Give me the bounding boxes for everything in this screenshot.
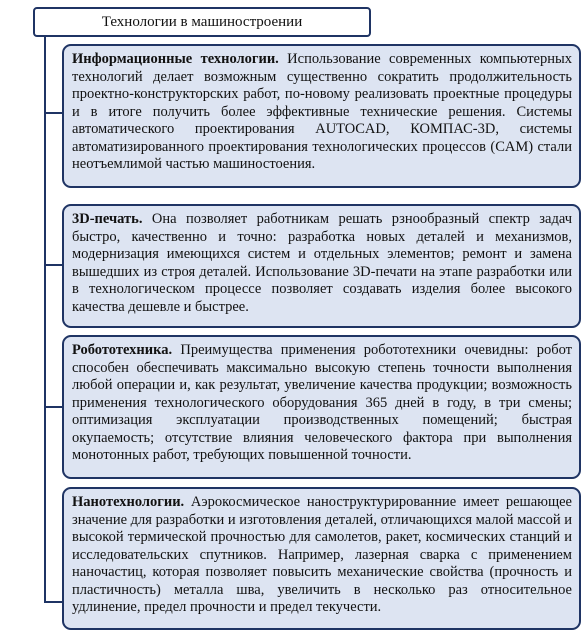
root-title: Технологии в машиностроении <box>101 13 303 30</box>
card-title: Нанотехнологии. <box>72 494 191 510</box>
connector-branch-4 <box>44 601 64 603</box>
card-information-technology <box>62 44 581 188</box>
root-node <box>33 7 371 37</box>
card-nanotechnology <box>62 487 581 630</box>
connector-branch-3 <box>44 406 64 408</box>
card-text: Аэрокосмическое наноструктурированние имеет решающее значение для разработки и изготовления деталей, отличающихся малой массой и высокой термической прочностью для самолетов, ракет, космических станций и исследовательских спутников. Например, лазерная сварка с применением наночастиц, которая позволяет повысить механические свойства (прочность и пластичность) металла шва, увеличить в несколько раз относительное удлинение, предел прочности и предел текучести. <box>72 494 572 615</box>
card-title: 3D-печать. <box>72 211 152 227</box>
card-title: Робототехника. <box>72 342 181 358</box>
card-text: Преимущества применения робототехники очевидны: робот способен обеспечивать максимально высокую степень точности выполнения любой операции и, как результат, увеличение качества продукции; возможность применения технологического оборудования 365 дней в году, в три смены; оптимизация эксплуатации производственных помещений; быстрая окупаемость; отсутствие влияния человеческого фактора при выполнения монотонных работ, требующих повышенной точности. <box>72 342 573 463</box>
card-3d-printing <box>62 204 581 328</box>
card-text: Использование современных компьютерных технологий делает возможным существенно сократить продолжительность проектно-конструкторских работ, по-новому реализовать проектные процедуры и в итоге получить более эффективные технические решения. Системы автоматического проектирования AUTOCAD, КОМПАС-3D, системы автоматизированного проектирования технологических процессов (CAM) стали неотъемлимой частью машиностоения. <box>72 51 572 172</box>
card-robotics <box>62 335 581 479</box>
connector-branch-2 <box>44 264 64 266</box>
connector-branch-1 <box>44 112 64 114</box>
card-title: Информационные технологии. <box>72 51 288 67</box>
card-text: Она позволяет работникам решать рзнообразный спектр задач быстро, качественно и точно: разработка новых деталей и механизмов, модернизация имеющихся систем и отдельных элементов; ремонт и замена вышедших из строя деталей. Использование 3D-печати на этапе разработки или в технологическом процессе позволяет создавать изделия более высокого качества дешевле и быстрее. <box>72 211 572 315</box>
connector-trunk <box>44 37 46 603</box>
